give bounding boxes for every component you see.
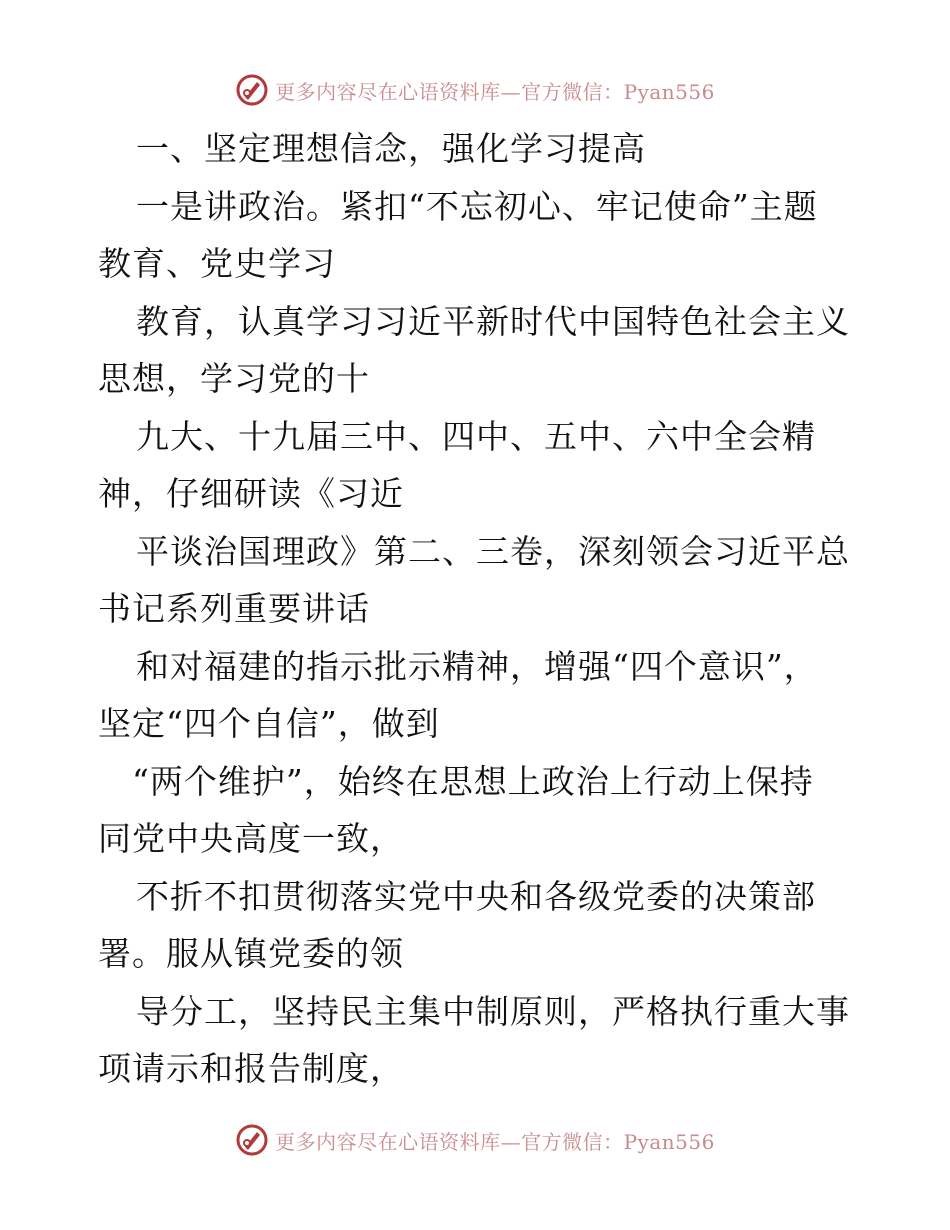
paragraph-line: “两个维护”，始终在思想上政治上行动上保持 (132, 761, 814, 801)
paragraph-line: 和对福建的指示批示精神，增强“四个意识”， (136, 646, 818, 686)
paragraph-line: 平谈治国理政》第二、三卷，深刻领会习近平总 (136, 531, 850, 571)
document-body (98, 120, 858, 1098)
seal-pen-logo-icon (235, 1123, 269, 1157)
seal-pen-logo-icon (235, 73, 269, 107)
paragraph-line: 一是讲政治。紧扣“不忘初心、牢记使命”主题 (136, 186, 818, 226)
footer-watermark (0, 1120, 950, 1160)
paragraph-line: 同党中央高度一致， (98, 819, 404, 858)
section-heading: 一、坚定理想信念，强化学习提高 (136, 129, 646, 168)
paragraph-line: 署。服从镇党委的领 (98, 934, 404, 973)
paragraph-line: 导分工，坚持民主集中制原则，严格执行重大事 (136, 991, 850, 1031)
paragraph-line: 教育、党史学习 (98, 244, 336, 283)
paragraph-line: 项请示和报告制度， (98, 1049, 404, 1088)
watermark-text: 更多内容尽在心语资料库—官方微信：Pyan556 (275, 1129, 715, 1154)
header-watermark (0, 70, 950, 110)
paragraph-line: 书记系列重要讲话 (98, 589, 370, 628)
paragraph-line: 教育，认真学习习近平新时代中国特色社会主义 (136, 301, 850, 341)
paragraph-line: 九大、十九届三中、四中、五中、六中全会精 (136, 416, 816, 456)
paragraph-line: 不折不扣贯彻落实党中央和各级党委的决策部 (136, 876, 816, 916)
paragraph-line: 思想，学习党的十 (98, 359, 370, 398)
paragraph-line: 神，仔细研读《习近 (98, 474, 404, 513)
paragraph-line: 坚定“四个自信”，做到 (98, 704, 440, 743)
watermark-text: 更多内容尽在心语资料库—官方微信：Pyan556 (275, 79, 715, 104)
